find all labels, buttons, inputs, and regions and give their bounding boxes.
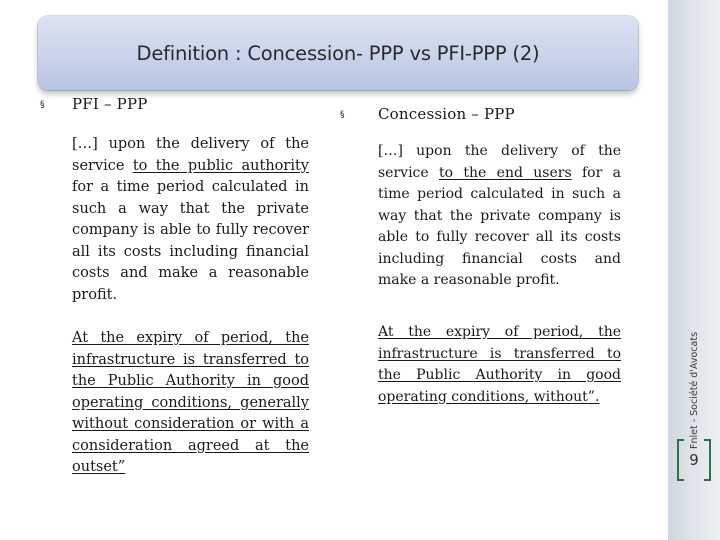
title-banner	[38, 16, 638, 90]
bullet-icon: §	[40, 100, 45, 110]
left-para1-underlined: to the public authority	[132, 157, 309, 174]
bullet-icon: §	[340, 110, 345, 120]
page-number-box	[672, 438, 716, 482]
left-paragraph-1	[72, 134, 309, 306]
page-number: 9	[689, 451, 699, 469]
slide-title: Definition : Concession- PPP vs PFI-PPP (2)	[136, 41, 540, 65]
footer-text: Fnlet - Société d'Avocats	[689, 331, 701, 449]
right-para1-text-a: […] upon the delivery of the service	[378, 143, 621, 181]
footer-vertical	[685, 331, 705, 449]
right-paragraph-1	[378, 141, 621, 292]
right-para1-text-b: for a time period calculated in such a way that the private company is able to fully recover all its costs including financial costs and make a reasonable profit.	[378, 164, 621, 288]
right-para1-underlined: to the end users	[439, 164, 572, 181]
right-heading: Concession – PPP	[378, 105, 515, 123]
left-para1-text-b: for a time period calculated in such a way that the private company is able to fully recover all its costs including financial costs and make a reasonable profit.	[72, 179, 309, 303]
left-heading: PFI – PPP	[72, 95, 148, 113]
left-para1-text-a: […] upon the delivery of the service	[72, 136, 309, 174]
right-paragraph-2: At the expiry of period, the infrastructure is transferred to the Public Authority in good operating conditions, without”.	[378, 324, 621, 405]
left-paragraph-2: At the expiry of period, the infrastructure is transferred to the Public Authority in good operating conditions, generally without consideration or with a consideration agreed at the outset”	[72, 330, 309, 475]
